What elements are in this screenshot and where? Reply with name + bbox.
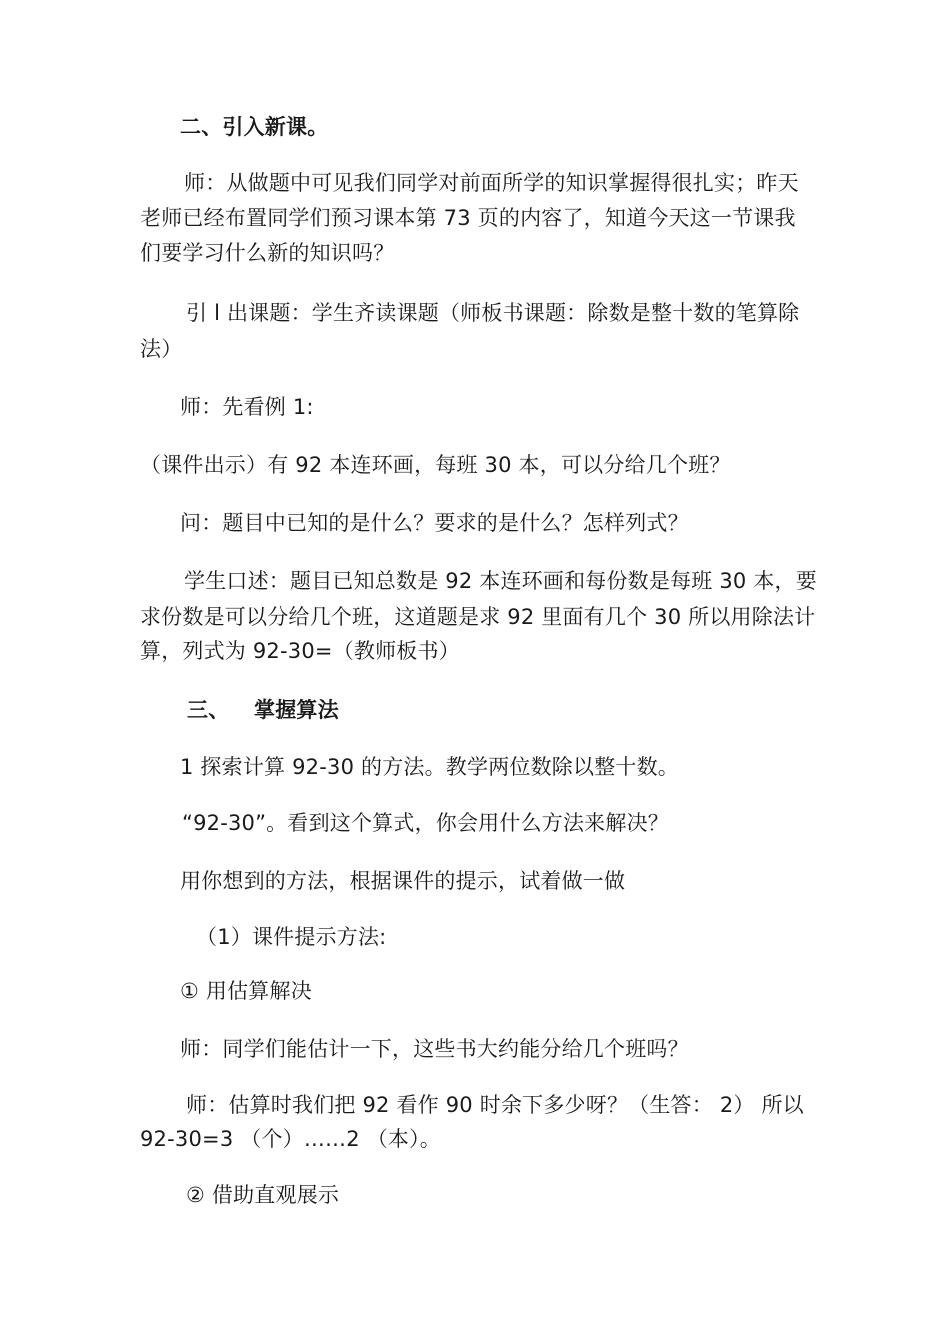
paragraph-line: 老师已经布置同学们预习课本第 73 页的内容了，知道今天这一节课我 bbox=[140, 206, 796, 230]
paragraph-line: 师：先看例 1: bbox=[180, 395, 314, 419]
paragraph-line: 92-30=3 （个）……2 （本）。 bbox=[140, 1127, 441, 1151]
paragraph-line: 引 l 出课题：学生齐读课题（师板书课题：除数是整十数的笔算除 bbox=[186, 301, 800, 325]
list-item: ② 借助直观展示 bbox=[186, 1183, 340, 1207]
paragraph-line: 求份数是可以分给几个班，这道题是求 92 里面有几个 30 所以用除法计 bbox=[140, 605, 816, 629]
paragraph-line: 师：估算时我们把 92 看作 90 时余下多少呀？（生答： 2） 所以 bbox=[186, 1093, 804, 1117]
list-item: ① 用估算解决 bbox=[180, 979, 312, 1003]
paragraph-line: 师：从做题中可见我们同学对前面所学的知识掌握得很扎实；昨天 bbox=[184, 171, 799, 195]
paragraph-line: 问：题目中已知的是什么？要求的是什么？怎样列式？ bbox=[180, 511, 689, 535]
paragraph-line: 1 探索计算 92-30 的方法。教学两位数除以整十数。 bbox=[180, 755, 680, 779]
paragraph-line: 师：同学们能估计一下，这些书大约能分给几个班吗？ bbox=[180, 1037, 689, 1061]
paragraph-line: 算，列式为 92-30=（教师板书） bbox=[140, 639, 460, 663]
paragraph-line: 们要学习什么新的知识吗？ bbox=[140, 241, 395, 265]
paragraph-line: （课件出示）有 92 本连环画，每班 30 本，可以分给几个班？ bbox=[140, 453, 731, 477]
paragraph-line: “92-30”。看到这个算式，你会用什么方法来解决？ bbox=[182, 811, 669, 835]
paragraph-line: 用你想到的方法，根据课件的提示，试着做一做 bbox=[180, 869, 626, 893]
paragraph-line: 法） bbox=[140, 337, 183, 361]
section-heading-3-number: 三、 bbox=[187, 698, 230, 722]
paragraph-line: 学生口述：题目已知总数是 92 本连环画和每份数是每班 30 本，要 bbox=[184, 569, 817, 593]
section-heading-2: 二、引入新课。 bbox=[180, 115, 329, 139]
section-heading-3-title: 掌握算法 bbox=[254, 698, 339, 722]
paragraph-line: （1）课件提示方法: bbox=[196, 925, 387, 949]
